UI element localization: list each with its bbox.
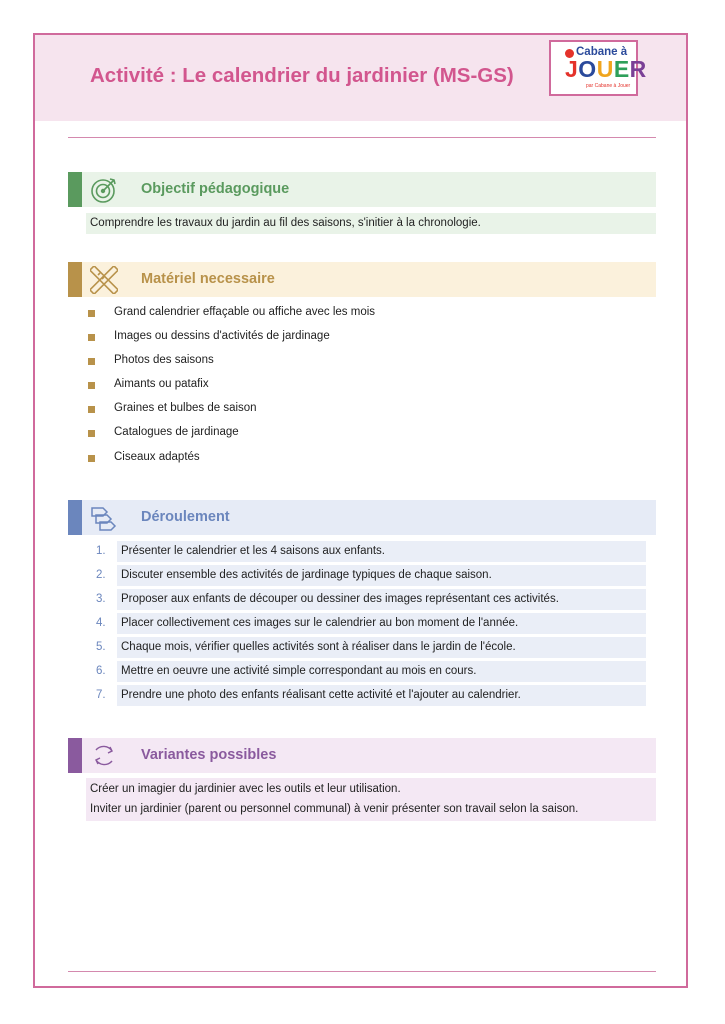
- variantes-line: Inviter un jardinier (parent ou personnel communal) à venir présenter son travail selon la saison.: [90, 803, 579, 815]
- section-title: Déroulement: [141, 509, 230, 525]
- bullet-square-icon: [88, 382, 95, 389]
- bullet-square-icon: [88, 406, 95, 413]
- list-item: 6. Mettre en oeuvre une activité simple correspondant au mois en cours.: [86, 661, 646, 682]
- section-title: Matériel necessaire: [141, 271, 275, 287]
- section-materiel-header: [68, 262, 656, 297]
- objectif-box: [86, 213, 656, 234]
- bullet-square-icon: [88, 455, 95, 462]
- bullet-square-icon: [88, 358, 95, 365]
- brand-logo: [549, 40, 647, 96]
- bullet-square-icon: [88, 310, 95, 317]
- logo-letter: J: [565, 56, 579, 82]
- section-color-bar: [68, 500, 82, 535]
- cycle-arrows-icon: [90, 742, 118, 770]
- bullet-square-icon: [88, 334, 95, 341]
- list-item: 5. Chaque mois, vérifier quelles activités sont à réaliser dans le jardin de l'école.: [86, 637, 646, 658]
- section-title: Objectif pédagogique: [141, 181, 290, 197]
- divider-bottom: [68, 971, 656, 972]
- section-color-bar: [68, 738, 82, 773]
- target-icon: [90, 176, 118, 204]
- list-item: 1. Présenter le calendrier et les 4 saisons aux enfants.: [86, 541, 646, 562]
- list-item: 3. Proposer aux enfants de découper ou dessiner des images représentant ces activités.: [86, 589, 646, 610]
- list-item: 2. Discuter ensemble des activités de jardinage typiques de chaque saison.: [86, 565, 646, 586]
- divider-top: [68, 137, 656, 138]
- logo-letter: E: [613, 56, 630, 82]
- ruler-pencil-icon: [90, 266, 118, 294]
- section-objectif-header: [68, 172, 656, 207]
- logo-letter: R: [629, 56, 647, 82]
- logo-letter: U: [596, 56, 614, 82]
- page-title: Activité : Le calendrier du jardinier (MS-GS): [90, 64, 514, 87]
- list-item: 4. Placer collectivement ces images sur le calendrier au bon moment de l'année.: [86, 613, 646, 634]
- list-item: 7. Prendre une photo des enfants réalisant cette activité et l'ajouter au calendrier.: [86, 685, 646, 706]
- section-color-bar: [68, 172, 82, 207]
- objectif-text: Comprendre les travaux du jardin au fil des saisons, s'initier à la chronologie.: [90, 217, 481, 229]
- section-deroulement-header: [68, 500, 656, 535]
- section-color-bar: [68, 262, 82, 297]
- section-variantes-header: [68, 738, 656, 773]
- variantes-line: Créer un imagier du jardinier avec les outils et leur utilisation.: [90, 783, 401, 795]
- logo-word: [565, 58, 647, 81]
- logo-line3: par Cabane à Jouer: [586, 83, 631, 89]
- bullet-square-icon: [88, 430, 95, 437]
- logo-line1: Cabane à: [576, 46, 628, 58]
- section-title: Variantes possibles: [141, 747, 277, 763]
- variantes-box: [86, 778, 656, 821]
- flow-arrows-icon: [90, 504, 118, 532]
- logo-letter: O: [578, 56, 597, 82]
